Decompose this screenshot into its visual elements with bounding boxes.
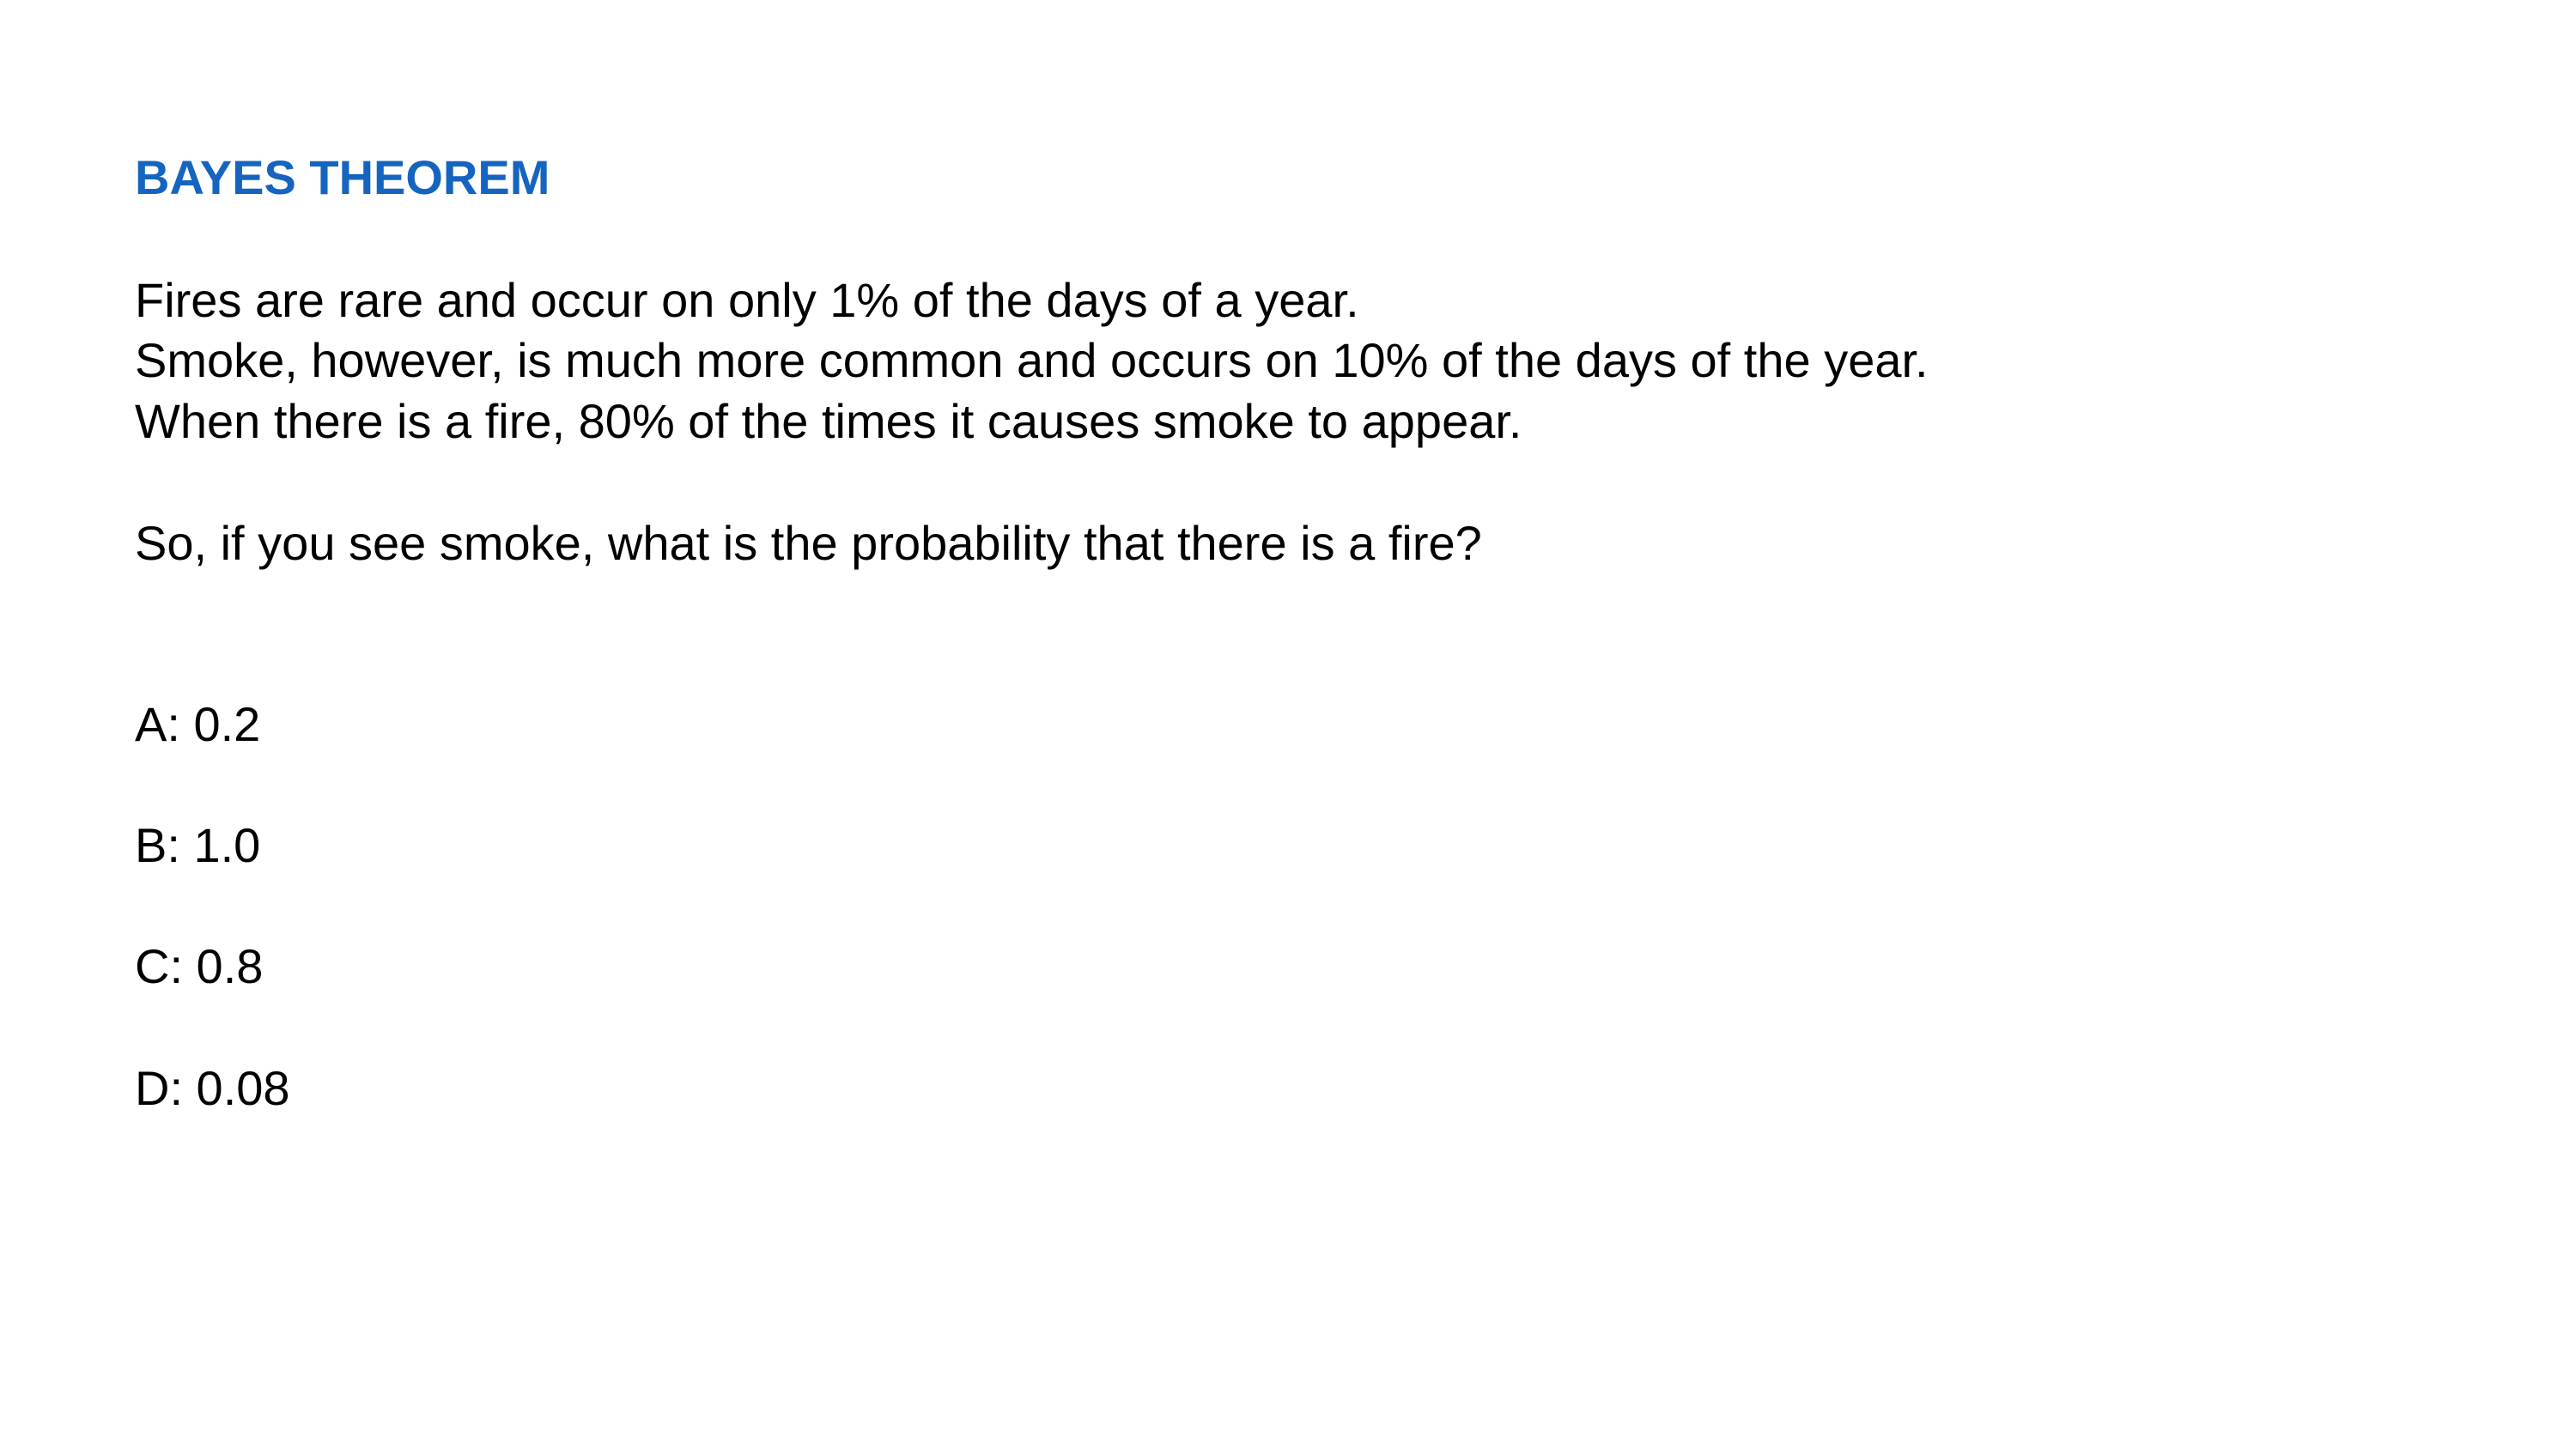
statement-smoke-given-fire: When there is a fire, 80% of the times it causes smoke to appear. [135,394,1522,448]
option-d: D: 0.08 [135,1061,290,1115]
option-c: C: 0.8 [135,939,264,993]
statement-smoke-rate: Smoke, however, is much more common and occurs on 10% of the days of the year. [135,333,1929,387]
option-a: A: 0.2 [135,697,261,751]
option-b: B: 1.0 [135,818,261,872]
slide-title: BAYES THEOREM [135,150,550,204]
question-text: So, if you see smoke, what is the probability that there is a fire? [135,516,1482,570]
statement-fire-rate: Fires are rare and occur on only 1% of the days of a year. [135,273,1359,327]
